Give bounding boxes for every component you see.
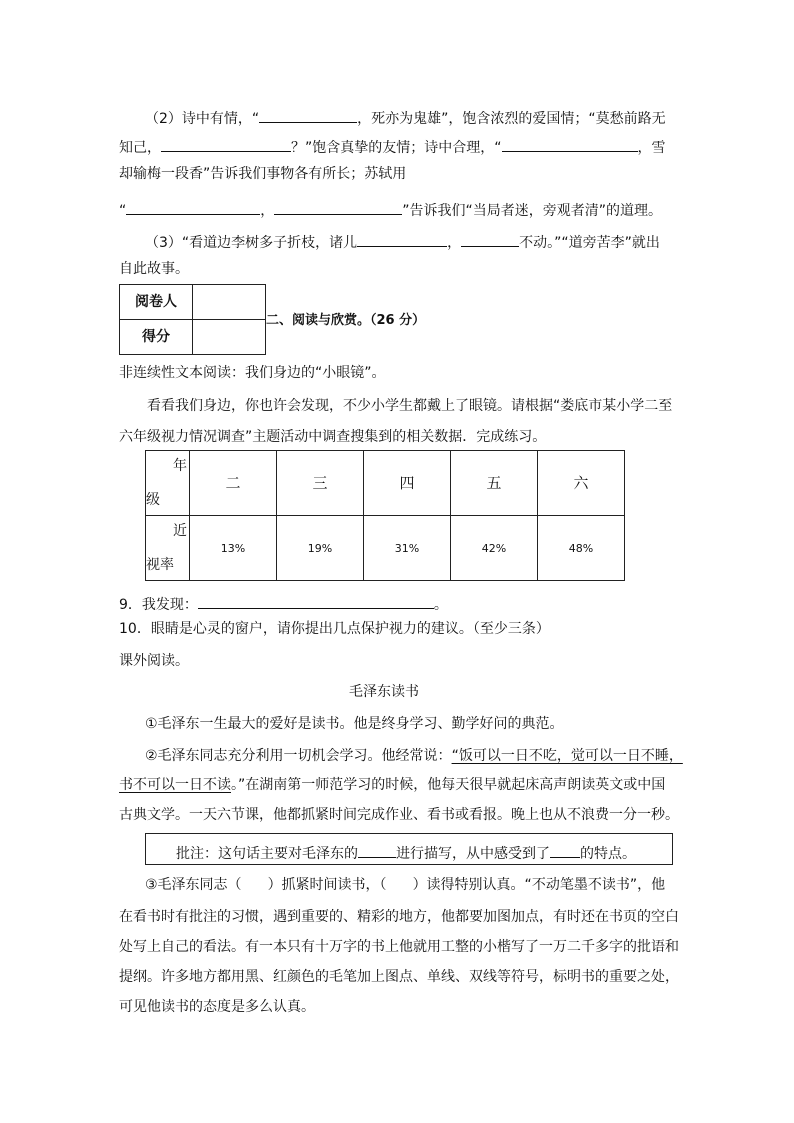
rate-header-bottom: 视率: [146, 557, 174, 573]
underlined-quote: 书不可以一日不读: [119, 777, 231, 793]
q2-text: ，雪: [637, 140, 666, 156]
article-para-2-line-2: [119, 778, 665, 792]
q3-line-1: [145, 232, 660, 250]
rate-cell: 13%: [190, 516, 277, 581]
blank-field[interactable]: [274, 200, 402, 215]
article-text: ③毛泽东同志（: [145, 877, 242, 893]
extra-reading-label: 课外阅读。: [119, 653, 189, 669]
annotation-blank[interactable]: [358, 843, 396, 858]
blank-field[interactable]: [126, 200, 260, 215]
rate-cell: 48%: [538, 516, 625, 581]
rate-cell: 42%: [451, 516, 538, 581]
q3-text: 不动。”“道旁苦李”就出: [519, 235, 660, 251]
q3-line-2: 自此故事。: [119, 261, 189, 277]
annotation-text: [176, 843, 636, 861]
grade-cell: 六: [538, 451, 625, 516]
q2-text: ？”饱含真挚的友情；诗中合理，“: [291, 140, 502, 156]
blank-field[interactable]: [461, 232, 519, 247]
score-box: [119, 284, 266, 355]
article-para-3-line-4: 提纲。许多地方都用黑、红颜色的毛笔加上图点、单线、双线等符号，标明书的重要之处，: [119, 969, 679, 985]
q3-text: （3）“看道边李树多子折枝，诸儿: [145, 235, 358, 251]
q2-text: “: [119, 203, 127, 219]
q2-text: ，: [260, 203, 275, 219]
annotation-part: 的特点。: [580, 846, 636, 862]
article-para-3-line-3: 处写上自己的看法。有一本只有十万字的书上他就用工整的小楷写了一万二千多字的批语和: [119, 939, 679, 955]
reviewer-cell[interactable]: [193, 285, 266, 320]
grade-cell: 五: [451, 451, 538, 516]
q3-text: ，: [447, 235, 462, 251]
underlined-quote: “饭可以一日不吃，觉可以一日不睡，: [451, 748, 683, 764]
rate-header-cell: [146, 516, 190, 581]
blank-field[interactable]: [161, 137, 291, 152]
q2-line-2: [119, 137, 666, 155]
rate-cell: 19%: [277, 516, 364, 581]
article-text: ）读得特别认真。“不动笔墨不读书”，他: [412, 877, 666, 893]
annotation-blank[interactable]: [550, 843, 580, 858]
article-para-2-line-1: [145, 749, 683, 763]
article-title: 毛泽东读书: [349, 684, 419, 700]
grade-header-cell: [146, 451, 190, 516]
q10-line: 10．眼睛是心灵的窗户，请你提出几点保护视力的建议。（至少三条）: [119, 621, 550, 637]
annotation-part: 批注：这句话主要对毛泽东的: [176, 846, 358, 862]
article-text: ）抓紧时间读书，（: [267, 877, 387, 893]
grade-cell: 四: [364, 451, 451, 516]
article-para-3-line-5: 可见他读书的态度是多么认真。: [119, 999, 315, 1015]
article-text: 。”在湖南第一师范学习的时候，他每天很早就起床高声朗读英文或中国: [231, 777, 666, 793]
rate-cell: 31%: [364, 516, 451, 581]
score-cell[interactable]: [193, 320, 266, 355]
annotation-box: [145, 833, 673, 865]
q9-line: [119, 594, 448, 612]
blank-field[interactable]: [502, 137, 638, 152]
table-row: [146, 451, 625, 516]
q2-text: ，死亦为鬼雄”，饱含浓烈的爱国情；“莫愁前路无: [357, 111, 666, 127]
reading-intro: 非连续性文本阅读：我们身边的“小眼镜”。: [119, 365, 386, 381]
q2-text: ”告诉我们“当局者迷，旁观者清”的道理。: [402, 203, 663, 219]
article-text: ②毛泽东同志充分利用一切机会学习。他经常说：: [145, 748, 452, 764]
annotation-part: 进行描写，从中感受到了: [396, 846, 550, 862]
reviewer-label: 阅卷人: [120, 285, 193, 320]
q2-text: （2）诗中有情，“: [145, 111, 260, 127]
article-para-3-line-2: 在看书时有批注的习惯，遇到重要的、精彩的地方，他都要加图加点，有时还在书页的空白: [119, 909, 679, 925]
grade-header-bottom: 级: [146, 492, 160, 508]
rate-header-top: 近: [173, 523, 187, 539]
grade-cell: 二: [190, 451, 277, 516]
article-para-2-line-3: 古典文学。一天六节课，他都抓紧时间完成作业、看书或看报。晚上也从不浪费一分一秒。: [119, 807, 679, 823]
q2-line-1: [145, 108, 666, 126]
q9-text: 。: [433, 597, 448, 613]
blank-field[interactable]: [357, 232, 447, 247]
q2-line-3: 却输梅一段香”告诉我们事物各有所长；苏轼用: [119, 166, 407, 182]
blank-field[interactable]: [259, 108, 357, 123]
table-row: [146, 516, 625, 581]
article-para-3-line-1: [145, 878, 665, 892]
reading-para-line: 六年级视力情况调查”主题活动中调查搜集到的相关数据．完成练习。: [119, 429, 547, 445]
q9-text: 9．我发现：: [119, 597, 198, 613]
q2-text: 知己，: [119, 140, 161, 156]
grade-cell: 三: [277, 451, 364, 516]
grade-header-top: 年: [173, 458, 187, 474]
q2-line-4: [119, 200, 662, 218]
score-label: 得分: [120, 320, 193, 355]
article-para-1: ①毛泽东一生最大的爱好是读书。他是终身学习、勤学好问的典范。: [145, 716, 564, 732]
reading-para-line: 看看我们身边，你也许会发现，不少小学生都戴上了眼镜。请根据“娄底市某小学二至: [147, 398, 673, 414]
myopia-table: [145, 450, 625, 581]
q9-answer-blank[interactable]: [198, 594, 434, 609]
section-title: 二、阅读与欣赏。（26 分）: [266, 313, 426, 328]
